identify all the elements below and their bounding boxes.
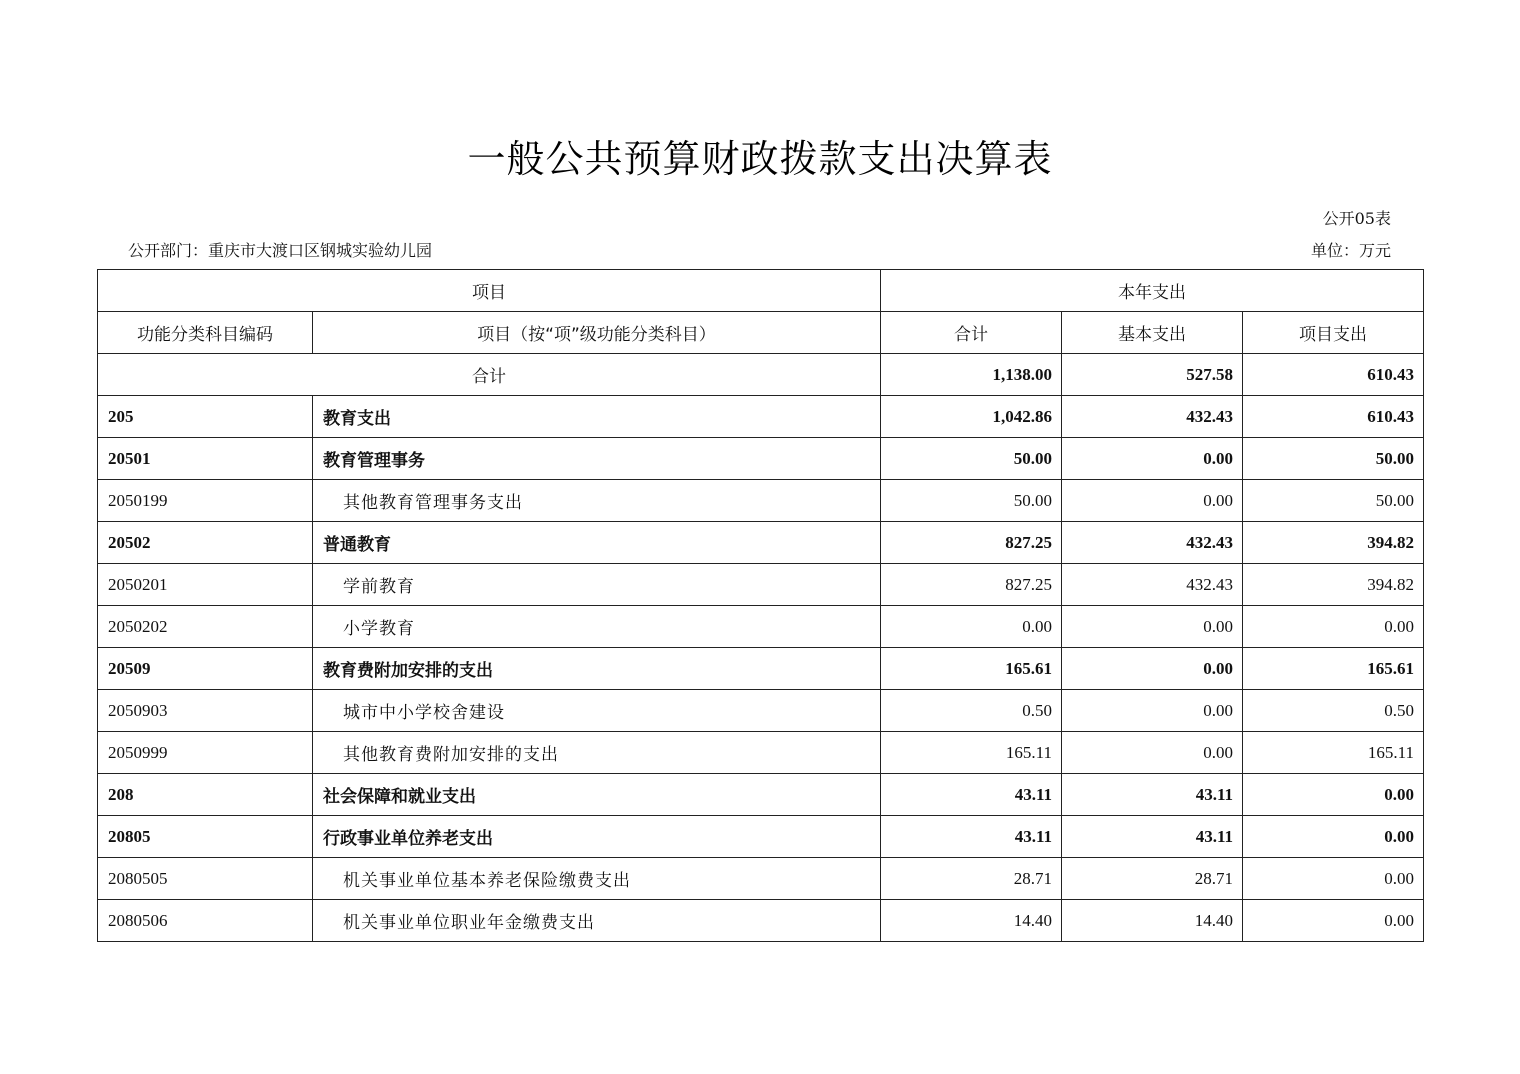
table-row: [98, 648, 1424, 690]
row-basic: 0.00: [1062, 606, 1243, 648]
row-basic: 432.43: [1062, 564, 1243, 606]
row-total: 43.11: [881, 816, 1062, 858]
form-number: 公开05表: [1322, 209, 1391, 228]
table-row: [98, 732, 1424, 774]
row-total: 165.61: [881, 648, 1062, 690]
row-project: 0.00: [1243, 774, 1424, 816]
row-name: 小学教育: [313, 606, 881, 648]
row-project: 50.00: [1243, 480, 1424, 522]
row-basic: 0.00: [1062, 438, 1243, 480]
table-row: [98, 564, 1424, 606]
total-basic: 527.58: [1062, 354, 1243, 396]
header-project: 项目支出: [1243, 312, 1424, 354]
row-name: 行政事业单位养老支出: [313, 816, 881, 858]
row-total: 0.00: [881, 606, 1062, 648]
row-total: 14.40: [881, 900, 1062, 942]
row-name: 教育管理事务: [313, 438, 881, 480]
row-project: 0.00: [1243, 816, 1424, 858]
row-name: 机关事业单位基本养老保险缴费支出: [313, 858, 881, 900]
row-code: 2050999: [98, 732, 313, 774]
row-code: 2080506: [98, 900, 313, 942]
row-project: 610.43: [1243, 396, 1424, 438]
row-code: 208: [98, 774, 313, 816]
header-group-row: [98, 270, 1424, 312]
row-name: 其他教育管理事务支出: [313, 480, 881, 522]
budget-table: [97, 269, 1424, 942]
row-name: 城市中小学校舍建设: [313, 690, 881, 732]
row-basic: 14.40: [1062, 900, 1243, 942]
row-basic: 0.00: [1062, 480, 1243, 522]
row-basic: 432.43: [1062, 522, 1243, 564]
table-row: [98, 396, 1424, 438]
header-code: 功能分类科目编码: [98, 312, 313, 354]
row-basic: 0.00: [1062, 732, 1243, 774]
row-code: 20805: [98, 816, 313, 858]
row-project: 165.11: [1243, 732, 1424, 774]
row-total: 827.25: [881, 564, 1062, 606]
header-basic: 基本支出: [1062, 312, 1243, 354]
department-label: 公开部门：重庆市大渡口区钢城实验幼儿园: [128, 241, 433, 260]
table-row: [98, 480, 1424, 522]
table-row: [98, 774, 1424, 816]
row-total: 165.11: [881, 732, 1062, 774]
row-total: 50.00: [881, 480, 1062, 522]
header-column-row: [98, 312, 1424, 354]
table-row: [98, 606, 1424, 648]
total-label: 合计: [98, 354, 881, 396]
row-project: 0.00: [1243, 606, 1424, 648]
row-name: 教育支出: [313, 396, 881, 438]
row-project: 50.00: [1243, 438, 1424, 480]
header-total: 合计: [881, 312, 1062, 354]
row-total: 28.71: [881, 858, 1062, 900]
row-name: 教育费附加安排的支出: [313, 648, 881, 690]
row-code: 20509: [98, 648, 313, 690]
row-basic: 43.11: [1062, 816, 1243, 858]
row-code: 2080505: [98, 858, 313, 900]
row-name: 机关事业单位职业年金缴费支出: [313, 900, 881, 942]
page-title: 一般公共预算财政拨款支出决算表: [467, 137, 1053, 181]
table-row: [98, 690, 1424, 732]
row-project: 0.00: [1243, 900, 1424, 942]
row-project: 165.61: [1243, 648, 1424, 690]
row-project: 394.82: [1243, 564, 1424, 606]
row-basic: 432.43: [1062, 396, 1243, 438]
total-project: 610.43: [1243, 354, 1424, 396]
row-name: 社会保障和就业支出: [313, 774, 881, 816]
row-total: 1,042.86: [881, 396, 1062, 438]
table-row: [98, 816, 1424, 858]
row-code: 20501: [98, 438, 313, 480]
row-code: 20502: [98, 522, 313, 564]
row-code: 2050199: [98, 480, 313, 522]
row-basic: 0.00: [1062, 648, 1243, 690]
row-basic: 28.71: [1062, 858, 1243, 900]
header-name: 项目（按“项”级功能分类科目）: [313, 312, 881, 354]
row-code: 2050202: [98, 606, 313, 648]
total-sum: 1,138.00: [881, 354, 1062, 396]
header-item-group: 项目: [98, 270, 881, 312]
row-basic: 0.00: [1062, 690, 1243, 732]
table-row: [98, 522, 1424, 564]
row-code: 2050903: [98, 690, 313, 732]
row-total: 50.00: [881, 438, 1062, 480]
row-project: 0.50: [1243, 690, 1424, 732]
table-row: [98, 900, 1424, 942]
row-project: 394.82: [1243, 522, 1424, 564]
row-name: 普通教育: [313, 522, 881, 564]
row-basic: 43.11: [1062, 774, 1243, 816]
table-row: [98, 858, 1424, 900]
total-row: [98, 354, 1424, 396]
unit-label: 单位：万元: [1310, 241, 1391, 260]
row-name: 其他教育费附加安排的支出: [313, 732, 881, 774]
row-code: 2050201: [98, 564, 313, 606]
table-row: [98, 438, 1424, 480]
row-total: 0.50: [881, 690, 1062, 732]
row-project: 0.00: [1243, 858, 1424, 900]
header-expense-group: 本年支出: [881, 270, 1424, 312]
row-code: 205: [98, 396, 313, 438]
row-total: 827.25: [881, 522, 1062, 564]
row-name: 学前教育: [313, 564, 881, 606]
row-total: 43.11: [881, 774, 1062, 816]
